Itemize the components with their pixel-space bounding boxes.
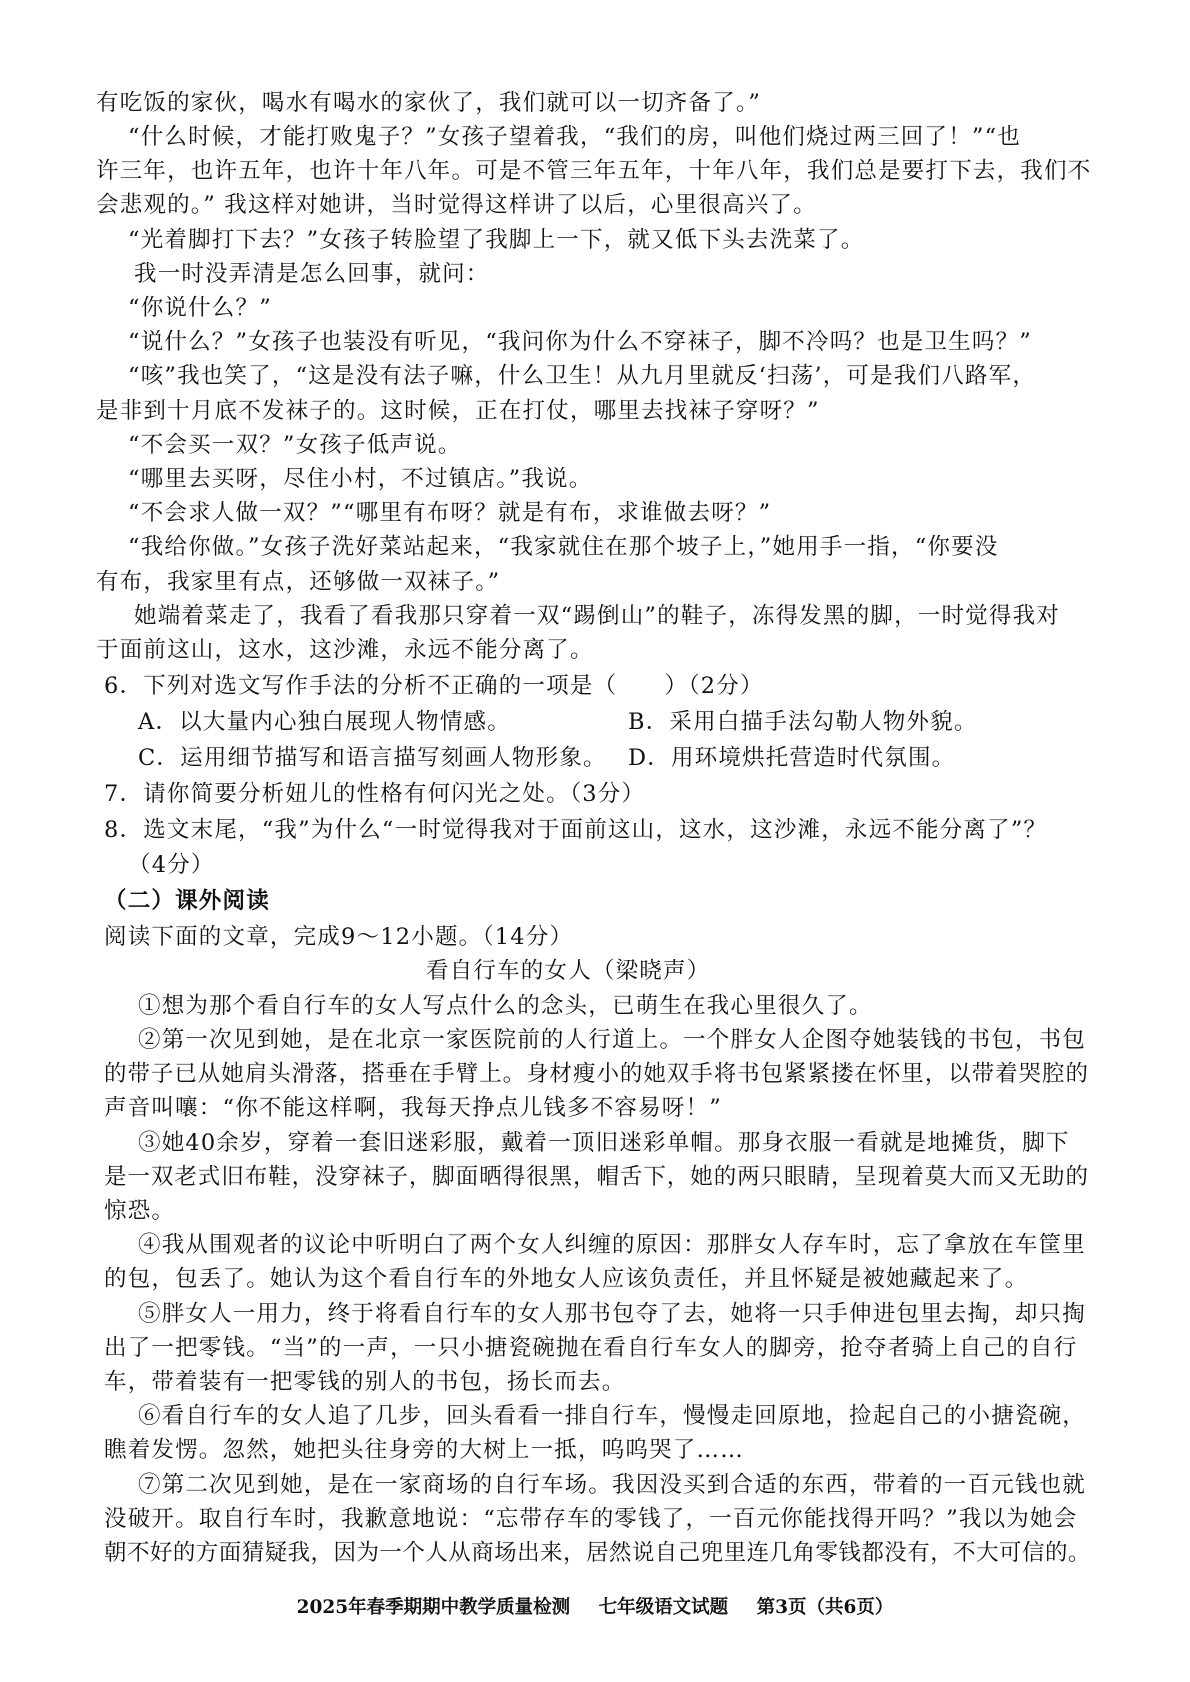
question-6: 6．下列对选文写作手法的分析不正确的一项是（ ）（2分）: [104, 673, 764, 699]
footer-exam-name: 2025年春季期期中教学质量检测: [296, 1597, 571, 1618]
text-line: ①想为那个看自行车的女人写点什么的念头，已萌生在我心里很久了。: [138, 993, 873, 1019]
option-b: B．采用白描手法勾勒人物外貌。: [628, 709, 978, 735]
text-line: ⑥看自行车的女人追了几步，回头看看一排自行车，慢慢走回原地，捡起自己的小搪瓷碗，: [138, 1403, 1087, 1429]
question-8: 8．选文末尾，“我”为什么“一时觉得我对于面前这山，这水，这沙滩，永远不能分离了”？: [104, 817, 1048, 843]
text-line: “你说什么？”: [128, 295, 272, 321]
text-line: 的带子已从她肩头滑落，搭垂在手臂上。身材瘦小的她双手将书包紧紧搂在怀里，以带着哭腔的: [104, 1061, 1089, 1087]
text-line: ③她40余岁，穿着一套旧迷彩服，戴着一顶旧迷彩单帽。那身衣服一看就是地摊货，脚下: [138, 1130, 1070, 1156]
text-line: “哪里去买呀，尽住小村，不过镇店。”我说。: [128, 466, 593, 492]
instruction: 阅读下面的文章，完成9～12小题。（14分）: [104, 924, 574, 950]
option-c: C．运用细节描写和语言描写刻画人物形象。: [138, 745, 607, 771]
text-line: ④我从围观者的议论中听明白了两个女人纠缠的原因：那胖女人存车时，忘了拿放在车筐里: [138, 1232, 1087, 1258]
text-line: 出了一把零钱。“当”的一声，一只小搪瓷碗抛在看自行车女人的脚旁，抢夺者骑上自己的自行: [104, 1335, 1078, 1361]
text-line: “光着脚打下去？”女孩子转脸望了我脚上一下，就又低下头去洗菜了。: [128, 227, 865, 253]
text-line: 于面前这山，这水，这沙滩，永远不能分离了。: [96, 637, 594, 663]
text-line: 瞧着发愣。忽然，她把头往身旁的大树上一抵，呜呜哭了……: [104, 1437, 744, 1463]
text-line: “不会买一双？”女孩子低声说。: [128, 432, 462, 458]
text-line: ②第一次见到她，是在北京一家医院前的人行道上。一个胖女人企图夺她装钱的书包，书包: [138, 1027, 1087, 1053]
option-d: D．用环境烘托营造时代氛围。: [628, 745, 956, 771]
question-7: 7．请你简要分析妞儿的性格有何闪光之处。（3分）: [104, 781, 646, 807]
footer-page-number: 第3页（共6页）: [756, 1597, 894, 1618]
question-8-points: （4分）: [128, 852, 215, 878]
page-footer: [0, 1594, 1190, 1622]
text-line: “我给你做。”女孩子洗好菜站起来，“我家就住在那个坡子上，”她用手一指，“你要没: [128, 534, 999, 560]
text-line: “不会求人做一双？”“哪里有布呀？就是有布，求谁做去呀？”: [128, 500, 772, 526]
text-line: 许三年，也许五年，也许十年八年。可是不管三年五年，十年八年，我们总是要打下去，我们不: [96, 158, 1092, 184]
text-line: ⑦第二次见到她，是在一家商场的自行车场。我因没买到合适的东西，带着的一百元钱也就: [138, 1472, 1087, 1498]
text-line: 是非到十月底不发袜子的。这时候，正在打仗，哪里去找袜子穿呀？”: [96, 398, 820, 424]
text-line: 我一时没弄清是怎么回事，就问：: [134, 261, 490, 287]
option-a: A．以大量内心独白展现人物情感。: [138, 709, 511, 735]
text-line: 有吃饭的家伙，喝水有喝水的家伙了，我们就可以一切齐备了。”: [96, 90, 762, 116]
text-line: “什么时候，才能打败鬼子？”女孩子望着我，“我们的房，叫他们烧过两三回了！”“也: [128, 124, 1022, 150]
text-line: 她端着菜走了，我看了看我那只穿着一双“踢倒山”的鞋子，冻得发黑的脚，一时觉得我对: [134, 603, 1061, 629]
footer-subject: 七年级语文试题: [598, 1597, 729, 1618]
article-title: 看自行车的女人（梁晓声）: [426, 958, 711, 984]
section-heading: （二）课外阅读: [104, 888, 270, 914]
text-line: 有布，我家里有点，还够做一双袜子。”: [96, 569, 501, 595]
text-line: 声音叫嚷：“你不能这样啊，我每天挣点儿钱多不容易呀！”: [104, 1095, 722, 1121]
text-line: 是一双老式旧布鞋，没穿袜子，脚面晒得很黑，帽舌下，她的两只眼睛，呈现着莫大而又无助的: [104, 1164, 1089, 1190]
text-line: “说什么？”女孩子也装没有听见，“我问你为什么不穿袜子，脚不冷吗？也是卫生吗？”: [128, 329, 1033, 355]
text-line: ⑤胖女人一用力，终于将看自行车的女人那书包夺了去，她将一只手伸进包里去掏，却只掏: [138, 1301, 1087, 1327]
text-line: “咳”我也笑了，“这是没有法子嘛，什么卫生！从九月里就反‘扫荡’，可是我们八路军，: [128, 363, 1037, 389]
text-line: 惊恐。: [104, 1198, 176, 1224]
text-line: 车，带着装有一把零钱的别人的书包，扬长而去。: [104, 1369, 626, 1395]
text-line: 的包，包丢了。她认为这个看自行车的外地女人应该负责任，并且怀疑是被她藏起来了。: [104, 1266, 1029, 1292]
text-line: 没破开。取自行车时，我歉意地说：“忘带存车的零钱了，一百元你能找得开吗？”我以为她会: [104, 1506, 1078, 1532]
text-line: 朝不好的方面猜疑我，因为一个人从商场出来，居然说自己兜里连几角零钱都没有，不大可信的。: [104, 1540, 1091, 1566]
text-line: 会悲观的。” 我这样对她讲，当时觉得这样讲了以后，心里很高兴了。: [96, 192, 817, 218]
